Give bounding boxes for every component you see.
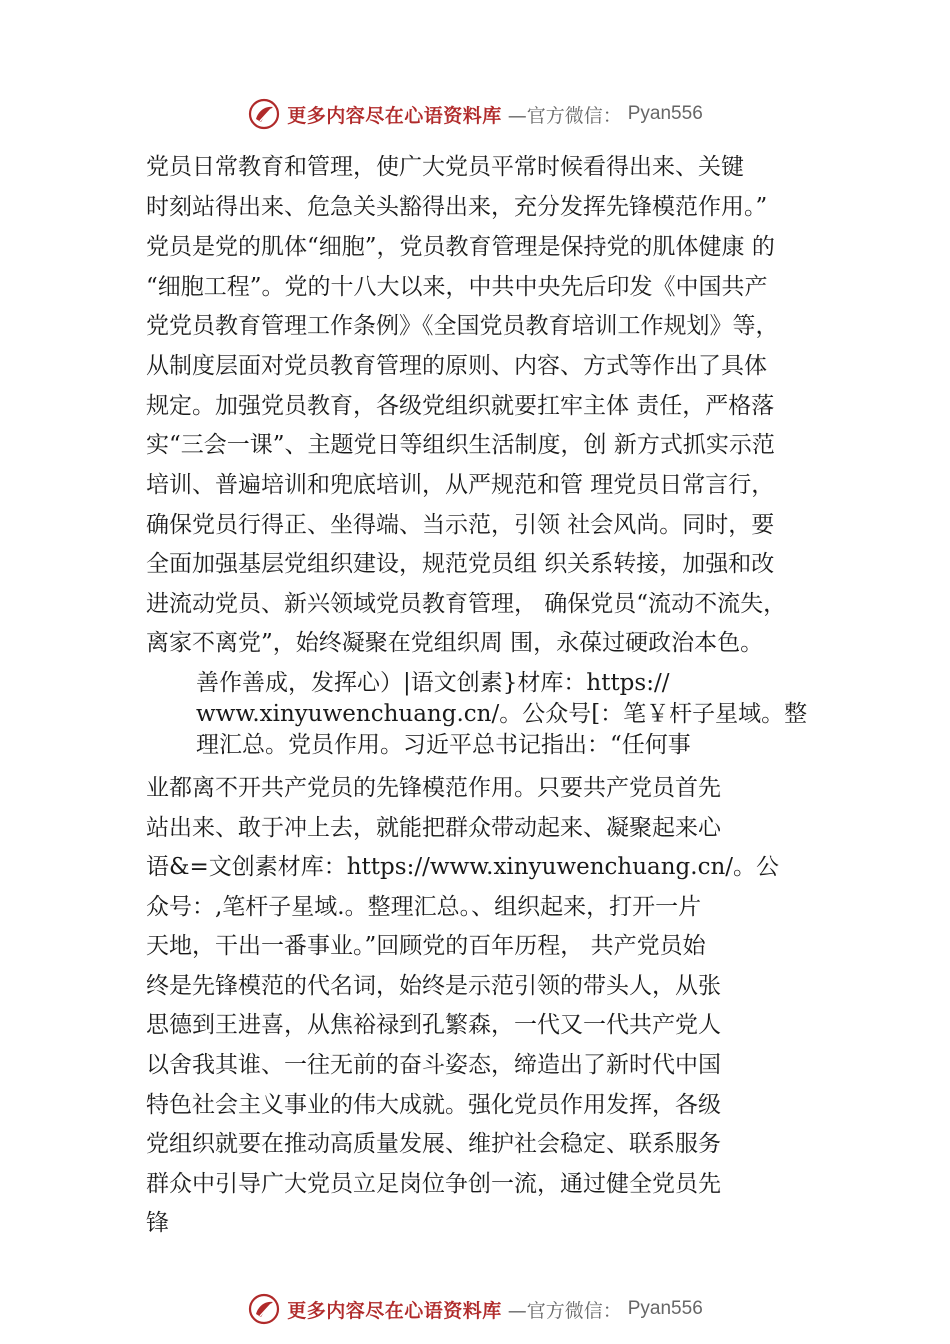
body-line: 全面加强基层党组织建设，规范党员组 织关系转接，加强和改 [146,551,775,577]
body-line: 党党员教育管理工作条例》《全国党员教育培训工作规划》等， [146,313,779,339]
body-line: 离家不离党”，始终凝聚在党组织周 围，永葆过硬政治本色。 [146,630,764,656]
footer-banner [0,1289,950,1329]
body-line: 语&=文创素材库：https://www.xinyuwenchuang.cn/。公 [146,854,780,880]
footer-wechat-id: Pyan556 [627,1298,703,1319]
body-line: 众号：,笔杆子星域.。整理汇总。、组织起来，打开一片 [146,894,702,920]
header-banner [0,94,950,134]
body-line: 时刻站得出来、危急关头豁得出来，充分发挥先锋模范作用。” [146,194,768,220]
header-wechat-id: Pyan556 [627,103,703,124]
body-line: 实“三会一课”、主题党日等组织生活制度，创 新方式抓实示范 [146,432,775,458]
body-line: 天地，干出一番事业。”回顾党的百年历程， 共产党员始 [146,933,706,959]
footer-wechat-label: —官方微信： [507,1299,622,1322]
body-line: 思德到王进喜，从焦裕禄到孔繁森，一代又一代共产党人 [146,1012,721,1038]
body-line: 培训、普遍培训和兜底培训，从严规范和管 理党员日常言行， [146,472,775,498]
header-brand-text: 更多内容尽在心语资料库 [287,104,502,127]
body-line: 站出来、敢于冲上去，就能把群众带动起来、凝聚起来心 [146,815,721,841]
body-line: 党员是党的肌体“细胞”，党员教育管理是保持党的肌体健康 的 [146,234,775,260]
body-line: 群众中引导广大党员立足岗位争创一流，通过健全党员先 [146,1171,721,1197]
brand-logo-icon [247,1292,281,1326]
body-line: 确保党员行得正、坐得端、当示范，引领 社会风尚。同时，要 [146,512,775,538]
footer-brand-text: 更多内容尽在心语资料库 [287,1299,502,1322]
body-line: 锋 [146,1210,169,1236]
body-line: 党员日常教育和管理，使广大党员平常时候看得出来、关键 [146,154,744,180]
body-line: 党组织就要在推动高质量发展、维护社会稳定、联系服务 [146,1131,721,1157]
body-line: 规定。加强党员教育，各级党组织就要扛牢主体 责任，严格落 [146,393,775,419]
body-line: 业都离不开共产党员的先锋模范作用。只要共产党员首先 [146,775,721,801]
body-line: 特色社会主义事业的伟大成就。强化党员作用发挥，各级 [146,1092,721,1118]
body-line: 善作善成，发挥心）|语文创素}材库：https:// [196,670,670,696]
body-line: “细胞工程”。党的十八大以来，中共中央先后印发《中国共产 [146,274,768,300]
brand-logo-icon [247,97,281,131]
body-line: 从制度层面对党员教育管理的原则、内容、方式等作出了具体 [146,353,767,379]
body-line: 终是先锋模范的代名词，始终是示范引领的带头人，从张 [146,973,721,999]
body-line: 理汇总。党员作用。习近平总书记指出：“任何事 [196,732,691,758]
body-line: 以舍我其谁、一往无前的奋斗姿态，缔造出了新时代中国 [146,1052,721,1078]
body-line: www.xinyuwenchuang.cn/。公众号[：笔￥杆子星域。整 [196,701,808,727]
header-wechat-label: —官方微信： [507,104,622,127]
body-line: 进流动党员、新兴领域党员教育管理， 确保党员“流动不流失， [146,591,787,617]
